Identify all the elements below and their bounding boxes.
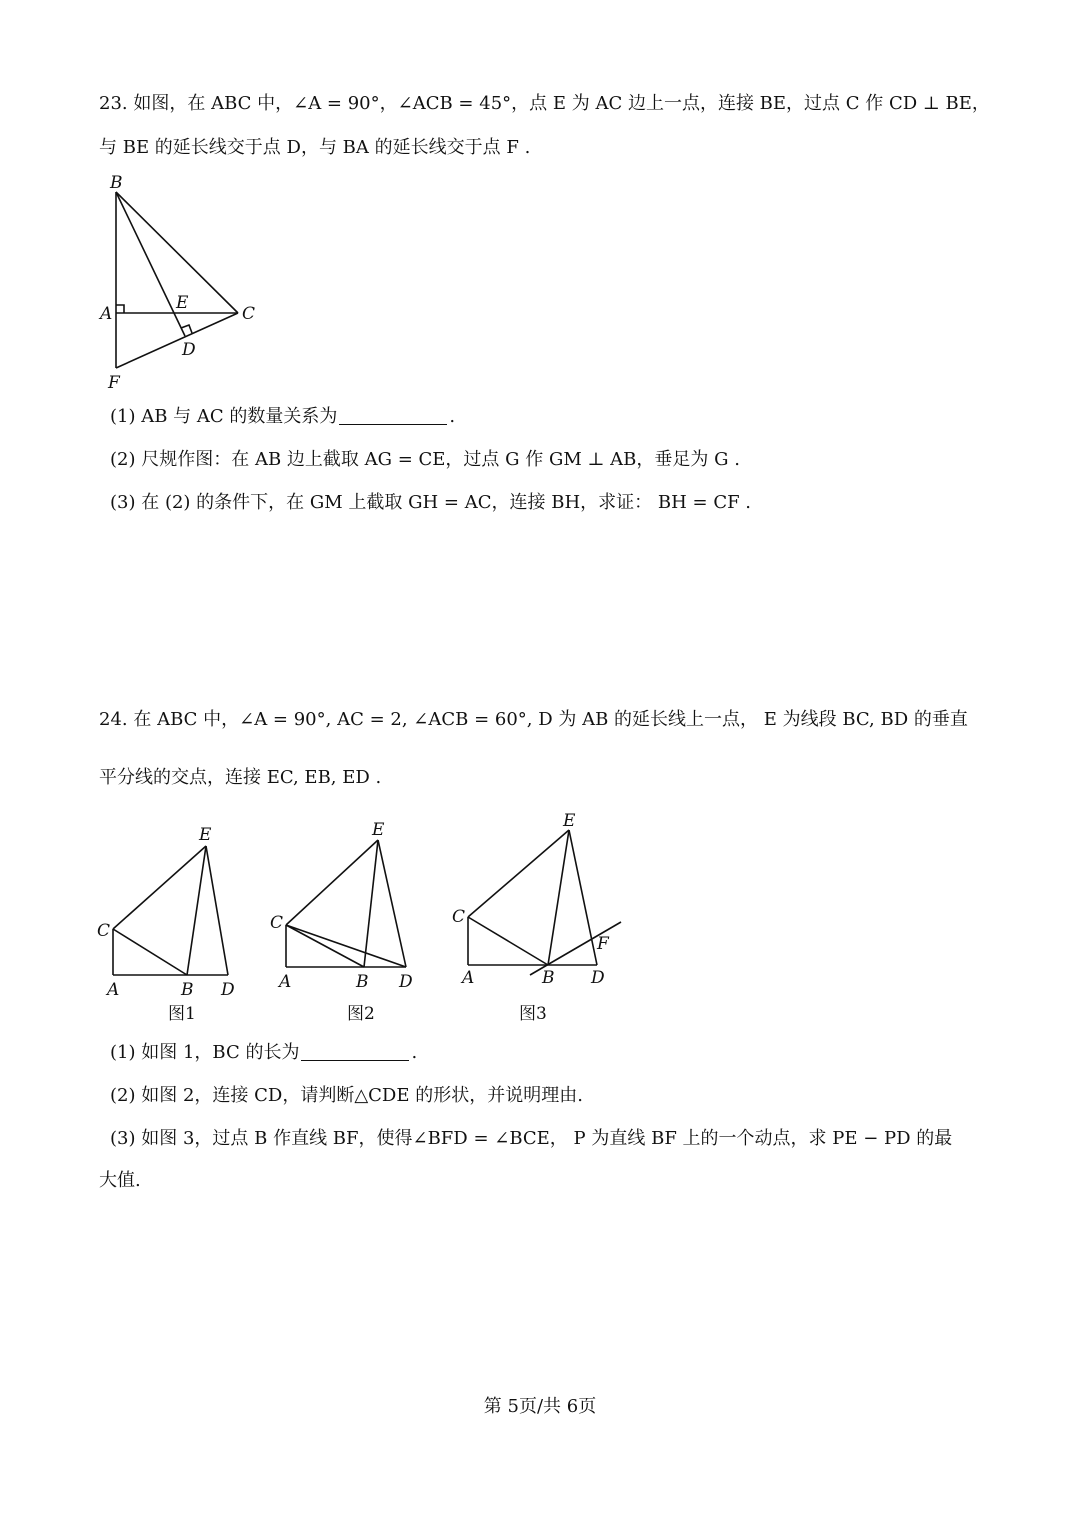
label-c: C (242, 304, 256, 324)
fig1-caption: 图1 (168, 1004, 196, 1024)
fig3-label-c: C (452, 907, 466, 927)
q24-part2: (2) 如图 2，连接 CD，请判断△CDE 的形状，并说明理由. (110, 1085, 583, 1106)
fig3-label-b: B (542, 968, 555, 988)
right-angle-a (116, 305, 124, 313)
fig3-label-f: F (597, 934, 609, 954)
q24-part1 (110, 1041, 417, 1065)
q24-part3-line2: 大值. (99, 1170, 141, 1191)
label-f: F (108, 373, 120, 393)
line-bf (530, 922, 621, 975)
segment-bd (116, 192, 185, 336)
fig3-label-d: D (591, 968, 605, 988)
fig2-label-d: D (399, 972, 413, 992)
figure-3 (468, 830, 621, 975)
segment-cf (116, 313, 238, 368)
q23-line1: 23. 如图，在 ABC 中，∠A = 90°，∠ACB = 45°，点 E 为 AC 边上一点，连接 BE，过点 C 作 CD ⊥ BE， (99, 93, 990, 114)
segment-bc (116, 192, 238, 313)
q23-part1-text: (1) AB 与 AC 的数量关系为 (110, 406, 338, 427)
q24-answer-blank[interactable] (301, 1042, 409, 1061)
page-footer: 第 5页/共 6页 (483, 1396, 597, 1417)
fig1-label-c: C (97, 921, 111, 941)
fig3-label-a: A (462, 968, 475, 988)
label-d: D (182, 340, 196, 360)
q24-line1: 24. 在 ABC 中，∠A = 90°, AC = 2, ∠ACB = 60°, D 为 AB 的延长线上一点， E 为线段 BC, BD 的垂直 (99, 709, 968, 730)
label-b: B (110, 173, 123, 193)
fig2-label-e: E (372, 820, 385, 840)
q23-part1-end: . (449, 406, 456, 427)
q24-part1-text: (1) 如图 1，BC 的长为 (110, 1042, 300, 1063)
fig1-label-d: D (221, 980, 235, 1000)
label-a: A (100, 304, 113, 324)
figure-2 (286, 840, 406, 967)
fig2-label-a: A (279, 972, 292, 992)
q23-part2: (2) 尺规作图：在 AB 边上截取 AG = CE，过点 G 作 GM ⊥ AB，垂足为 G . (110, 449, 740, 470)
fig1-label-a: A (107, 980, 120, 1000)
fig2-caption: 图2 (347, 1004, 375, 1024)
q24-part1-end: . (411, 1042, 418, 1063)
fig3-label-e: E (563, 811, 576, 831)
fig1-label-b: B (181, 980, 194, 1000)
fig2-label-b: B (356, 972, 369, 992)
q23-part3: (3) 在 (2) 的条件下，在 GM 上截取 GH = AC，连接 BH，求证： BH = CF . (110, 492, 752, 513)
fig3-caption: 图3 (519, 1004, 547, 1024)
q24-line2: 平分线的交点，连接 EC, EB, ED . (99, 767, 382, 788)
fig2-label-c: C (270, 913, 284, 933)
figure-1 (113, 846, 228, 975)
q23-part1 (110, 405, 455, 429)
q24-part3-line1: (3) 如图 3，过点 B 作直线 BF，使得∠BFD = ∠BCE， P 为直线 BF 上的一个动点，求 PE − PD 的最 (110, 1128, 953, 1149)
label-e: E (176, 293, 189, 313)
right-angle-d (181, 325, 192, 333)
fig1-label-e: E (199, 825, 212, 845)
q23-line2: 与 BE 的延长线交于点 D，与 BA 的延长线交于点 F . (99, 137, 531, 158)
q23-answer-blank[interactable] (339, 406, 447, 425)
